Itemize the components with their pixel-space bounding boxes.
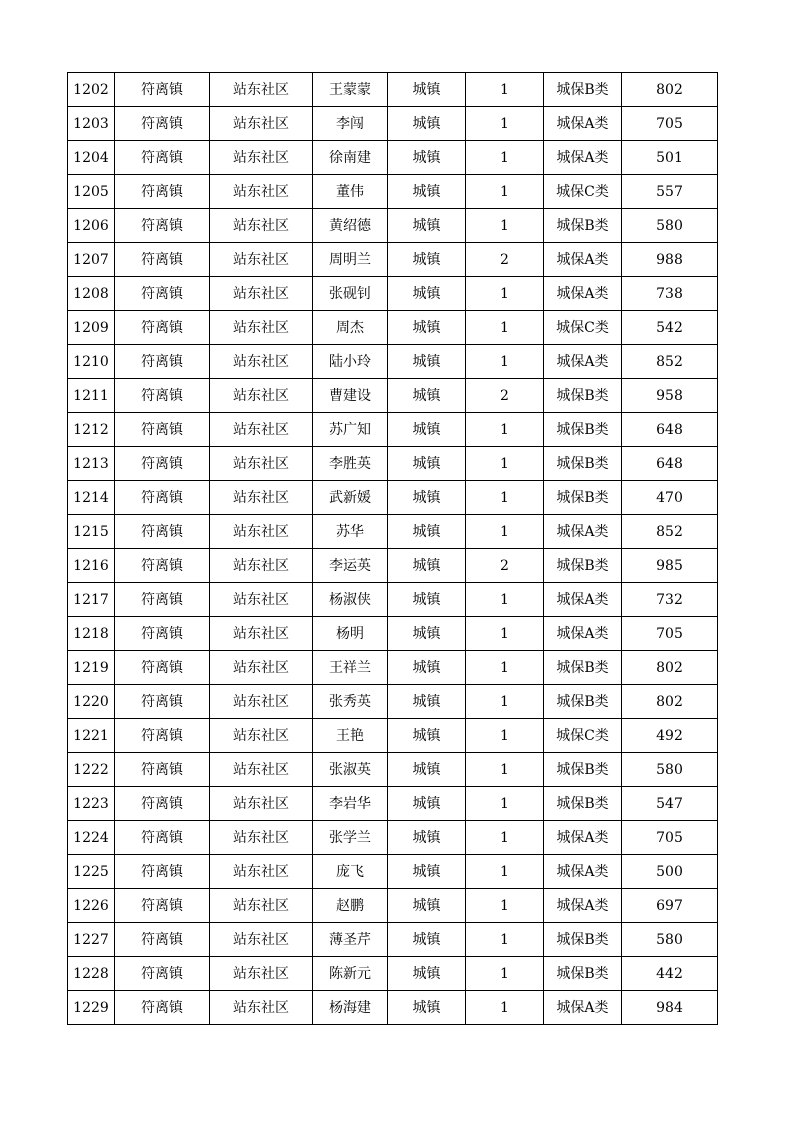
amount-cell: 580 (622, 753, 718, 787)
town-cell: 符离镇 (115, 583, 210, 617)
row-number-cell: 1218 (68, 617, 115, 651)
name-cell: 张砚钊 (313, 277, 388, 311)
persons-count-cell: 1 (466, 617, 544, 651)
community-cell: 站东社区 (210, 617, 313, 651)
insurance-category-cell: 城保B类 (544, 549, 622, 583)
town-cell: 符离镇 (115, 515, 210, 549)
community-cell: 站东社区 (210, 141, 313, 175)
amount-cell: 802 (622, 685, 718, 719)
table-row (68, 685, 718, 719)
name-cell: 王祥兰 (313, 651, 388, 685)
table-row (68, 957, 718, 991)
row-number-cell: 1216 (68, 549, 115, 583)
community-cell: 站东社区 (210, 243, 313, 277)
town-cell: 符离镇 (115, 379, 210, 413)
town-cell: 符离镇 (115, 787, 210, 821)
town-cell: 符离镇 (115, 957, 210, 991)
name-cell: 张秀英 (313, 685, 388, 719)
row-number-cell: 1217 (68, 583, 115, 617)
community-cell: 站东社区 (210, 515, 313, 549)
row-number-cell: 1221 (68, 719, 115, 753)
row-number-cell: 1215 (68, 515, 115, 549)
table-row (68, 991, 718, 1025)
area-type-cell: 城镇 (388, 719, 466, 753)
row-number-cell: 1228 (68, 957, 115, 991)
area-type-cell: 城镇 (388, 345, 466, 379)
persons-count-cell: 1 (466, 73, 544, 107)
persons-count-cell: 1 (466, 277, 544, 311)
town-cell: 符离镇 (115, 923, 210, 957)
persons-count-cell: 1 (466, 753, 544, 787)
persons-count-cell: 1 (466, 515, 544, 549)
amount-cell: 738 (622, 277, 718, 311)
persons-count-cell: 1 (466, 141, 544, 175)
amount-cell: 580 (622, 209, 718, 243)
table-row (68, 107, 718, 141)
insurance-category-cell: 城保A类 (544, 889, 622, 923)
persons-count-cell: 1 (466, 651, 544, 685)
community-cell: 站东社区 (210, 923, 313, 957)
community-cell: 站东社区 (210, 719, 313, 753)
area-type-cell: 城镇 (388, 413, 466, 447)
persons-count-cell: 1 (466, 719, 544, 753)
name-cell: 李胜英 (313, 447, 388, 481)
town-cell: 符离镇 (115, 991, 210, 1025)
row-number-cell: 1202 (68, 73, 115, 107)
amount-cell: 732 (622, 583, 718, 617)
area-type-cell: 城镇 (388, 685, 466, 719)
row-number-cell: 1229 (68, 991, 115, 1025)
insurance-category-cell: 城保B类 (544, 481, 622, 515)
amount-cell: 501 (622, 141, 718, 175)
table-row (68, 175, 718, 209)
insurance-category-cell: 城保B类 (544, 413, 622, 447)
town-cell: 符离镇 (115, 617, 210, 651)
row-number-cell: 1203 (68, 107, 115, 141)
persons-count-cell: 1 (466, 821, 544, 855)
insurance-category-cell: 城保A类 (544, 277, 622, 311)
town-cell: 符离镇 (115, 311, 210, 345)
name-cell: 武新媛 (313, 481, 388, 515)
name-cell: 李闯 (313, 107, 388, 141)
row-number-cell: 1210 (68, 345, 115, 379)
name-cell: 周杰 (313, 311, 388, 345)
insurance-category-cell: 城保B类 (544, 209, 622, 243)
table-row (68, 73, 718, 107)
persons-count-cell: 1 (466, 413, 544, 447)
row-number-cell: 1219 (68, 651, 115, 685)
amount-cell: 697 (622, 889, 718, 923)
area-type-cell: 城镇 (388, 481, 466, 515)
community-cell: 站东社区 (210, 73, 313, 107)
row-number-cell: 1214 (68, 481, 115, 515)
row-number-cell: 1206 (68, 209, 115, 243)
insurance-category-cell: 城保B类 (544, 651, 622, 685)
area-type-cell: 城镇 (388, 243, 466, 277)
town-cell: 符离镇 (115, 481, 210, 515)
row-number-cell: 1222 (68, 753, 115, 787)
community-cell: 站东社区 (210, 753, 313, 787)
table-row (68, 719, 718, 753)
table-row (68, 889, 718, 923)
persons-count-cell: 1 (466, 787, 544, 821)
amount-cell: 470 (622, 481, 718, 515)
persons-count-cell: 1 (466, 311, 544, 345)
name-cell: 周明兰 (313, 243, 388, 277)
row-number-cell: 1225 (68, 855, 115, 889)
persons-count-cell: 1 (466, 957, 544, 991)
town-cell: 符离镇 (115, 719, 210, 753)
row-number-cell: 1226 (68, 889, 115, 923)
insurance-category-cell: 城保C类 (544, 311, 622, 345)
amount-cell: 547 (622, 787, 718, 821)
name-cell: 董伟 (313, 175, 388, 209)
row-number-cell: 1204 (68, 141, 115, 175)
community-cell: 站东社区 (210, 107, 313, 141)
area-type-cell: 城镇 (388, 617, 466, 651)
table-row (68, 923, 718, 957)
town-cell: 符离镇 (115, 277, 210, 311)
name-cell: 黄绍德 (313, 209, 388, 243)
amount-cell: 705 (622, 617, 718, 651)
name-cell: 张学兰 (313, 821, 388, 855)
town-cell: 符离镇 (115, 651, 210, 685)
town-cell: 符离镇 (115, 413, 210, 447)
amount-cell: 648 (622, 413, 718, 447)
community-cell: 站东社区 (210, 821, 313, 855)
town-cell: 符离镇 (115, 73, 210, 107)
amount-cell: 492 (622, 719, 718, 753)
area-type-cell: 城镇 (388, 583, 466, 617)
persons-count-cell: 1 (466, 107, 544, 141)
insurance-category-cell: 城保B类 (544, 73, 622, 107)
area-type-cell: 城镇 (388, 209, 466, 243)
amount-cell: 984 (622, 991, 718, 1025)
area-type-cell: 城镇 (388, 549, 466, 583)
name-cell: 苏广知 (313, 413, 388, 447)
table-row (68, 855, 718, 889)
community-cell: 站东社区 (210, 209, 313, 243)
roster-table (67, 72, 718, 1025)
table-row (68, 447, 718, 481)
name-cell: 曹建设 (313, 379, 388, 413)
persons-count-cell: 1 (466, 175, 544, 209)
table-row (68, 379, 718, 413)
table-row (68, 617, 718, 651)
town-cell: 符离镇 (115, 141, 210, 175)
table-row (68, 141, 718, 175)
community-cell: 站东社区 (210, 583, 313, 617)
name-cell: 李运英 (313, 549, 388, 583)
table-row (68, 277, 718, 311)
row-number-cell: 1208 (68, 277, 115, 311)
area-type-cell: 城镇 (388, 175, 466, 209)
persons-count-cell: 1 (466, 889, 544, 923)
amount-cell: 802 (622, 651, 718, 685)
community-cell: 站东社区 (210, 379, 313, 413)
table-row (68, 515, 718, 549)
persons-count-cell: 1 (466, 345, 544, 379)
area-type-cell: 城镇 (388, 923, 466, 957)
name-cell: 杨明 (313, 617, 388, 651)
name-cell: 杨淑侠 (313, 583, 388, 617)
row-number-cell: 1223 (68, 787, 115, 821)
name-cell: 庞飞 (313, 855, 388, 889)
area-type-cell: 城镇 (388, 107, 466, 141)
name-cell: 杨海建 (313, 991, 388, 1025)
name-cell: 苏华 (313, 515, 388, 549)
insurance-category-cell: 城保B类 (544, 447, 622, 481)
row-number-cell: 1213 (68, 447, 115, 481)
town-cell: 符离镇 (115, 243, 210, 277)
name-cell: 陆小玲 (313, 345, 388, 379)
insurance-category-cell: 城保B类 (544, 753, 622, 787)
name-cell: 薄圣芹 (313, 923, 388, 957)
table-row (68, 549, 718, 583)
area-type-cell: 城镇 (388, 651, 466, 685)
community-cell: 站东社区 (210, 549, 313, 583)
amount-cell: 580 (622, 923, 718, 957)
persons-count-cell: 1 (466, 923, 544, 957)
town-cell: 符离镇 (115, 753, 210, 787)
persons-count-cell: 1 (466, 991, 544, 1025)
row-number-cell: 1209 (68, 311, 115, 345)
insurance-category-cell: 城保A类 (544, 855, 622, 889)
area-type-cell: 城镇 (388, 311, 466, 345)
row-number-cell: 1211 (68, 379, 115, 413)
table-row (68, 311, 718, 345)
community-cell: 站东社区 (210, 889, 313, 923)
community-cell: 站东社区 (210, 345, 313, 379)
table-row (68, 209, 718, 243)
persons-count-cell: 1 (466, 209, 544, 243)
table-row (68, 413, 718, 447)
insurance-category-cell: 城保A类 (544, 243, 622, 277)
name-cell: 赵鹏 (313, 889, 388, 923)
insurance-category-cell: 城保A类 (544, 991, 622, 1025)
amount-cell: 958 (622, 379, 718, 413)
community-cell: 站东社区 (210, 957, 313, 991)
insurance-category-cell: 城保B类 (544, 787, 622, 821)
amount-cell: 802 (622, 73, 718, 107)
amount-cell: 557 (622, 175, 718, 209)
insurance-category-cell: 城保A类 (544, 583, 622, 617)
town-cell: 符离镇 (115, 685, 210, 719)
area-type-cell: 城镇 (388, 277, 466, 311)
insurance-category-cell: 城保B类 (544, 923, 622, 957)
persons-count-cell: 1 (466, 447, 544, 481)
community-cell: 站东社区 (210, 685, 313, 719)
area-type-cell: 城镇 (388, 447, 466, 481)
insurance-category-cell: 城保A类 (544, 617, 622, 651)
insurance-category-cell: 城保A类 (544, 821, 622, 855)
town-cell: 符离镇 (115, 107, 210, 141)
area-type-cell: 城镇 (388, 73, 466, 107)
town-cell: 符离镇 (115, 821, 210, 855)
insurance-category-cell: 城保A类 (544, 141, 622, 175)
table-row (68, 787, 718, 821)
amount-cell: 542 (622, 311, 718, 345)
area-type-cell: 城镇 (388, 957, 466, 991)
area-type-cell: 城镇 (388, 379, 466, 413)
amount-cell: 500 (622, 855, 718, 889)
amount-cell: 852 (622, 345, 718, 379)
amount-cell: 985 (622, 549, 718, 583)
area-type-cell: 城镇 (388, 787, 466, 821)
amount-cell: 705 (622, 107, 718, 141)
row-number-cell: 1227 (68, 923, 115, 957)
community-cell: 站东社区 (210, 481, 313, 515)
name-cell: 王蒙蒙 (313, 73, 388, 107)
persons-count-cell: 1 (466, 481, 544, 515)
persons-count-cell: 1 (466, 855, 544, 889)
persons-count-cell: 2 (466, 549, 544, 583)
insurance-category-cell: 城保A类 (544, 515, 622, 549)
amount-cell: 648 (622, 447, 718, 481)
name-cell: 徐南建 (313, 141, 388, 175)
insurance-category-cell: 城保B类 (544, 957, 622, 991)
persons-count-cell: 2 (466, 379, 544, 413)
amount-cell: 988 (622, 243, 718, 277)
area-type-cell: 城镇 (388, 991, 466, 1025)
persons-count-cell: 2 (466, 243, 544, 277)
amount-cell: 852 (622, 515, 718, 549)
community-cell: 站东社区 (210, 447, 313, 481)
persons-count-cell: 1 (466, 583, 544, 617)
community-cell: 站东社区 (210, 311, 313, 345)
town-cell: 符离镇 (115, 549, 210, 583)
insurance-category-cell: 城保A类 (544, 107, 622, 141)
community-cell: 站东社区 (210, 175, 313, 209)
town-cell: 符离镇 (115, 855, 210, 889)
row-number-cell: 1205 (68, 175, 115, 209)
area-type-cell: 城镇 (388, 821, 466, 855)
name-cell: 李岩华 (313, 787, 388, 821)
town-cell: 符离镇 (115, 889, 210, 923)
community-cell: 站东社区 (210, 787, 313, 821)
community-cell: 站东社区 (210, 651, 313, 685)
row-number-cell: 1224 (68, 821, 115, 855)
amount-cell: 705 (622, 821, 718, 855)
area-type-cell: 城镇 (388, 141, 466, 175)
insurance-category-cell: 城保B类 (544, 379, 622, 413)
row-number-cell: 1220 (68, 685, 115, 719)
area-type-cell: 城镇 (388, 889, 466, 923)
amount-cell: 442 (622, 957, 718, 991)
insurance-category-cell: 城保C类 (544, 719, 622, 753)
table-row (68, 583, 718, 617)
community-cell: 站东社区 (210, 991, 313, 1025)
area-type-cell: 城镇 (388, 515, 466, 549)
table-row (68, 243, 718, 277)
town-cell: 符离镇 (115, 447, 210, 481)
area-type-cell: 城镇 (388, 753, 466, 787)
name-cell: 张淑英 (313, 753, 388, 787)
area-type-cell: 城镇 (388, 855, 466, 889)
row-number-cell: 1212 (68, 413, 115, 447)
insurance-category-cell: 城保A类 (544, 345, 622, 379)
persons-count-cell: 1 (466, 685, 544, 719)
table-row (68, 753, 718, 787)
table-row (68, 345, 718, 379)
roster-table-body (68, 73, 718, 1025)
town-cell: 符离镇 (115, 209, 210, 243)
town-cell: 符离镇 (115, 345, 210, 379)
table-row (68, 821, 718, 855)
name-cell: 陈新元 (313, 957, 388, 991)
community-cell: 站东社区 (210, 855, 313, 889)
town-cell: 符离镇 (115, 175, 210, 209)
row-number-cell: 1207 (68, 243, 115, 277)
insurance-category-cell: 城保C类 (544, 175, 622, 209)
table-row (68, 651, 718, 685)
community-cell: 站东社区 (210, 277, 313, 311)
table-row (68, 481, 718, 515)
community-cell: 站东社区 (210, 413, 313, 447)
name-cell: 王艳 (313, 719, 388, 753)
insurance-category-cell: 城保B类 (544, 685, 622, 719)
